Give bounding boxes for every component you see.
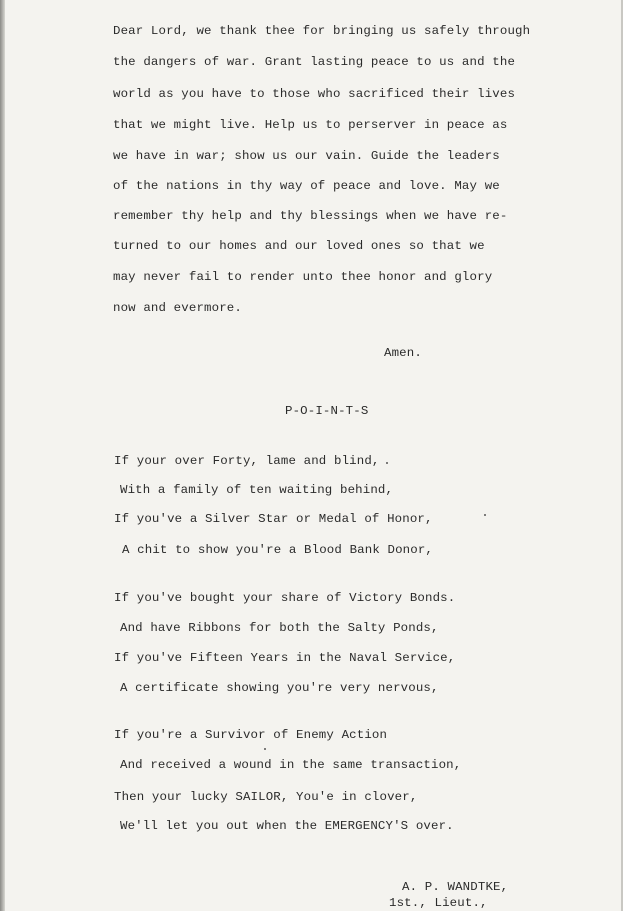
prayer-line: we have in war; show us our vain. Guide the leaders (113, 149, 500, 163)
ink-speck (386, 462, 388, 464)
ink-speck (484, 514, 486, 516)
poem-line: If you've a Silver Star or Medal of Honor, (114, 512, 433, 526)
ink-speck (264, 748, 266, 750)
poem-line: Then your lucky SAILOR, You'e in clover, (114, 790, 418, 804)
poem-line: We'll let you out when the EMERGENCY'S over. (120, 819, 454, 833)
signature-name: A. P. WANDTKE, (402, 880, 509, 894)
poem-line: If your over Forty, lame and blind, (114, 454, 380, 468)
prayer-line: remember thy help and thy blessings when we have re- (113, 209, 508, 223)
poem-line: And have Ribbons for both the Salty Ponds, (120, 621, 439, 635)
signature-rank: 1st., Lieut., (389, 896, 488, 910)
poem-line: If you're a Survivor of Enemy Action (114, 728, 388, 742)
prayer-line: turned to our homes and our loved ones so that we (113, 239, 485, 253)
page-left-edge (0, 0, 5, 911)
poem-line: If you've Fifteen Years in the Naval Service, (114, 651, 456, 665)
poem-line: And received a wound in the same transaction, (120, 758, 462, 772)
poem-title: P-O-I-N-T-S (285, 404, 369, 418)
poem-line: If you've bought your share of Victory Bonds. (114, 591, 456, 605)
prayer-line: that we might live. Help us to perserver in peace as (113, 118, 508, 132)
amen: Amen. (384, 346, 422, 360)
prayer-line: the dangers of war. Grant lasting peace to us and the (113, 55, 516, 69)
prayer-line: may never fail to render unto thee honor and glory (113, 270, 493, 284)
prayer-line: Dear Lord, we thank thee for bringing us safely through (113, 24, 531, 38)
poem-line: A certificate showing you're very nervous, (120, 681, 439, 695)
prayer-line: world as you have to those who sacrificed their lives (113, 87, 516, 101)
poem-line: With a family of ten waiting behind, (120, 483, 394, 497)
prayer-line: now and evermore. (113, 301, 242, 315)
poem-line: A chit to show you're a Blood Bank Donor, (122, 543, 434, 557)
prayer-line: of the nations in thy way of peace and love. May we (113, 179, 500, 193)
